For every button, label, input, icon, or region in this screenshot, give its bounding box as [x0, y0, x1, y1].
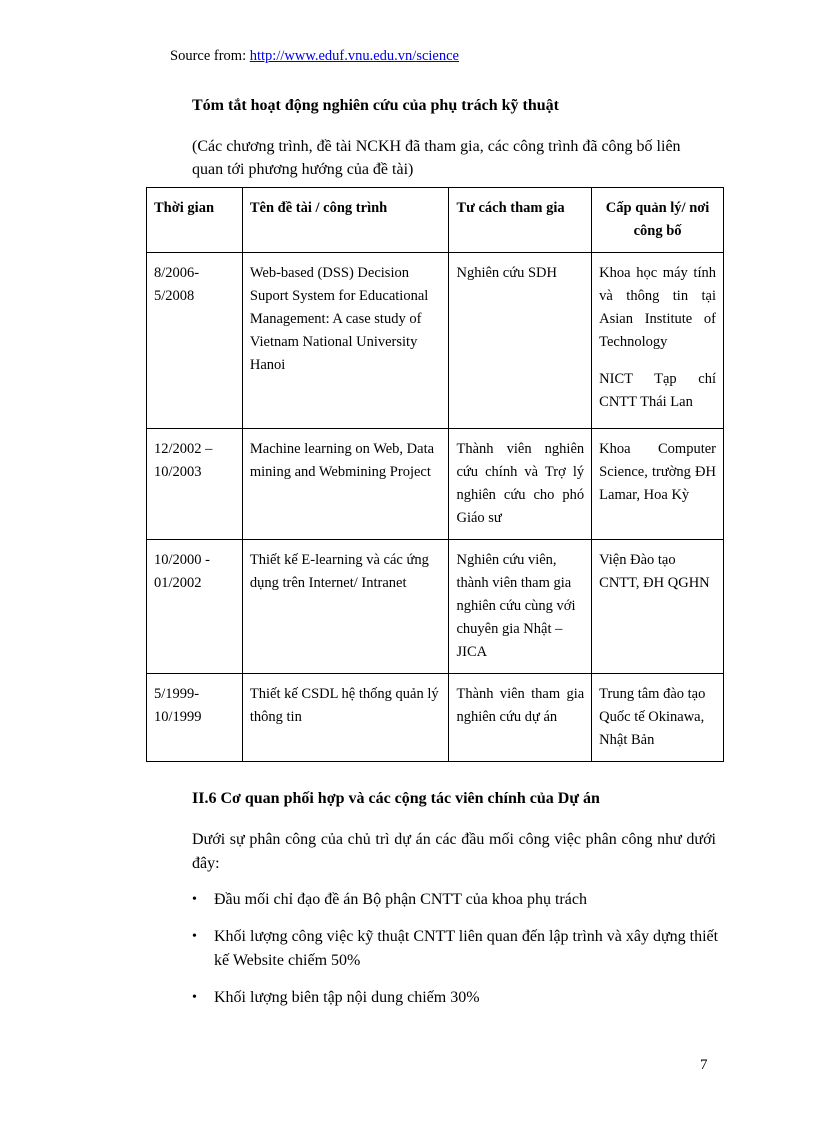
cell-time: 5/1999- 10/1999 — [147, 674, 243, 762]
table-header-row — [147, 188, 724, 253]
cell-place — [592, 429, 724, 540]
source-line — [170, 48, 459, 65]
table-row — [147, 429, 724, 540]
list-item: • Đầu mối chỉ đạo đề án Bộ phận CNTT của khoa phụ trách — [192, 888, 722, 912]
table-row — [147, 253, 724, 429]
cell-title: Web-based (DSS) Decision Suport System for Educational Management: A case study of Vietnam National University Hanoi — [242, 253, 449, 429]
table-row — [147, 674, 724, 762]
paragraph: Dưới sự phân công của chủ trì dự án các đầu mối công việc phân công như dưới đây: — [192, 831, 716, 872]
cell-place-text: Trung tâm đào tạo Quốc tế Okinawa, Nhật Bản — [599, 686, 706, 748]
table-row — [147, 540, 724, 674]
cell-time: 10/2000 - 01/2002 — [147, 540, 243, 674]
header-title: Tên đề tài / công trình — [242, 188, 449, 253]
source-prefix: Source from: — [170, 48, 250, 64]
cell-title: Machine learning on Web, Data mining and Webmining Project — [242, 429, 449, 540]
research-table — [146, 187, 724, 762]
cell-role: Nghiên cứu SDH — [449, 253, 592, 429]
cell-place — [592, 253, 724, 429]
header-time: Thời gian — [147, 188, 243, 253]
cell-time: 8/2006- 5/2008 — [147, 253, 243, 429]
list-item: • Khối lượng công việc kỹ thuật CNTT liên quan đến lập trình và xây dựng thiết kế Website chiếm 50% — [192, 925, 722, 973]
cell-title: Thiết kế CSDL hệ thống quản lý thông tin — [242, 674, 449, 762]
cell-time: 12/2002 – 10/2003 — [147, 429, 243, 540]
cell-role: Thành viên nghiên cứu chính và Trợ lý nghiên cứu cho phó Giáo sư — [449, 429, 592, 540]
cell-place — [592, 540, 724, 674]
header-role: Tư cách tham gia — [449, 188, 592, 253]
cell-title: Thiết kế E-learning và các ứng dụng trên Internet/ Intranet — [242, 540, 449, 674]
intro-text: (Các chương trình, đề tài NCKH đã tham gia, các công trình đã công bố liên quan tới phương hướng của đề tài) — [192, 138, 681, 178]
cell-role: Nghiên cứu viên, thành viên tham gia nghiên cứu cùng với chuyên gia Nhật – JICA — [449, 540, 592, 674]
list-item: • Khối lượng biên tập nội dung chiếm 30% — [192, 986, 722, 1010]
bullet-list — [192, 888, 722, 1023]
cell-place — [592, 674, 724, 762]
source-link[interactable]: http://www.eduf.vnu.edu.vn/science — [249, 48, 459, 64]
cell-place-secondary: NICT Tạp chí CNTT Thái Lan — [599, 371, 716, 410]
cell-role: Thành viên tham gia nghiên cứu dự án — [449, 674, 592, 762]
cell-place-text: Khoa Computer Science, trường ĐH Lamar, Hoa Kỳ — [599, 441, 716, 503]
cell-place-text: Khoa học máy tính và thông tin tại Asian Institute of Technology — [599, 265, 716, 350]
header-place: Cấp quản lý/ nơi công bố — [592, 188, 724, 253]
page-number: 7 — [700, 1057, 708, 1073]
section-heading: Tóm tắt hoạt động nghiên cứu của phụ trách kỹ thuật — [192, 97, 559, 114]
section-title: II.6 Cơ quan phối hợp và các cộng tác viên chính của Dự án — [192, 790, 600, 807]
cell-place-text: Viện Đào tạo CNTT, ĐH QGHN — [599, 552, 710, 591]
